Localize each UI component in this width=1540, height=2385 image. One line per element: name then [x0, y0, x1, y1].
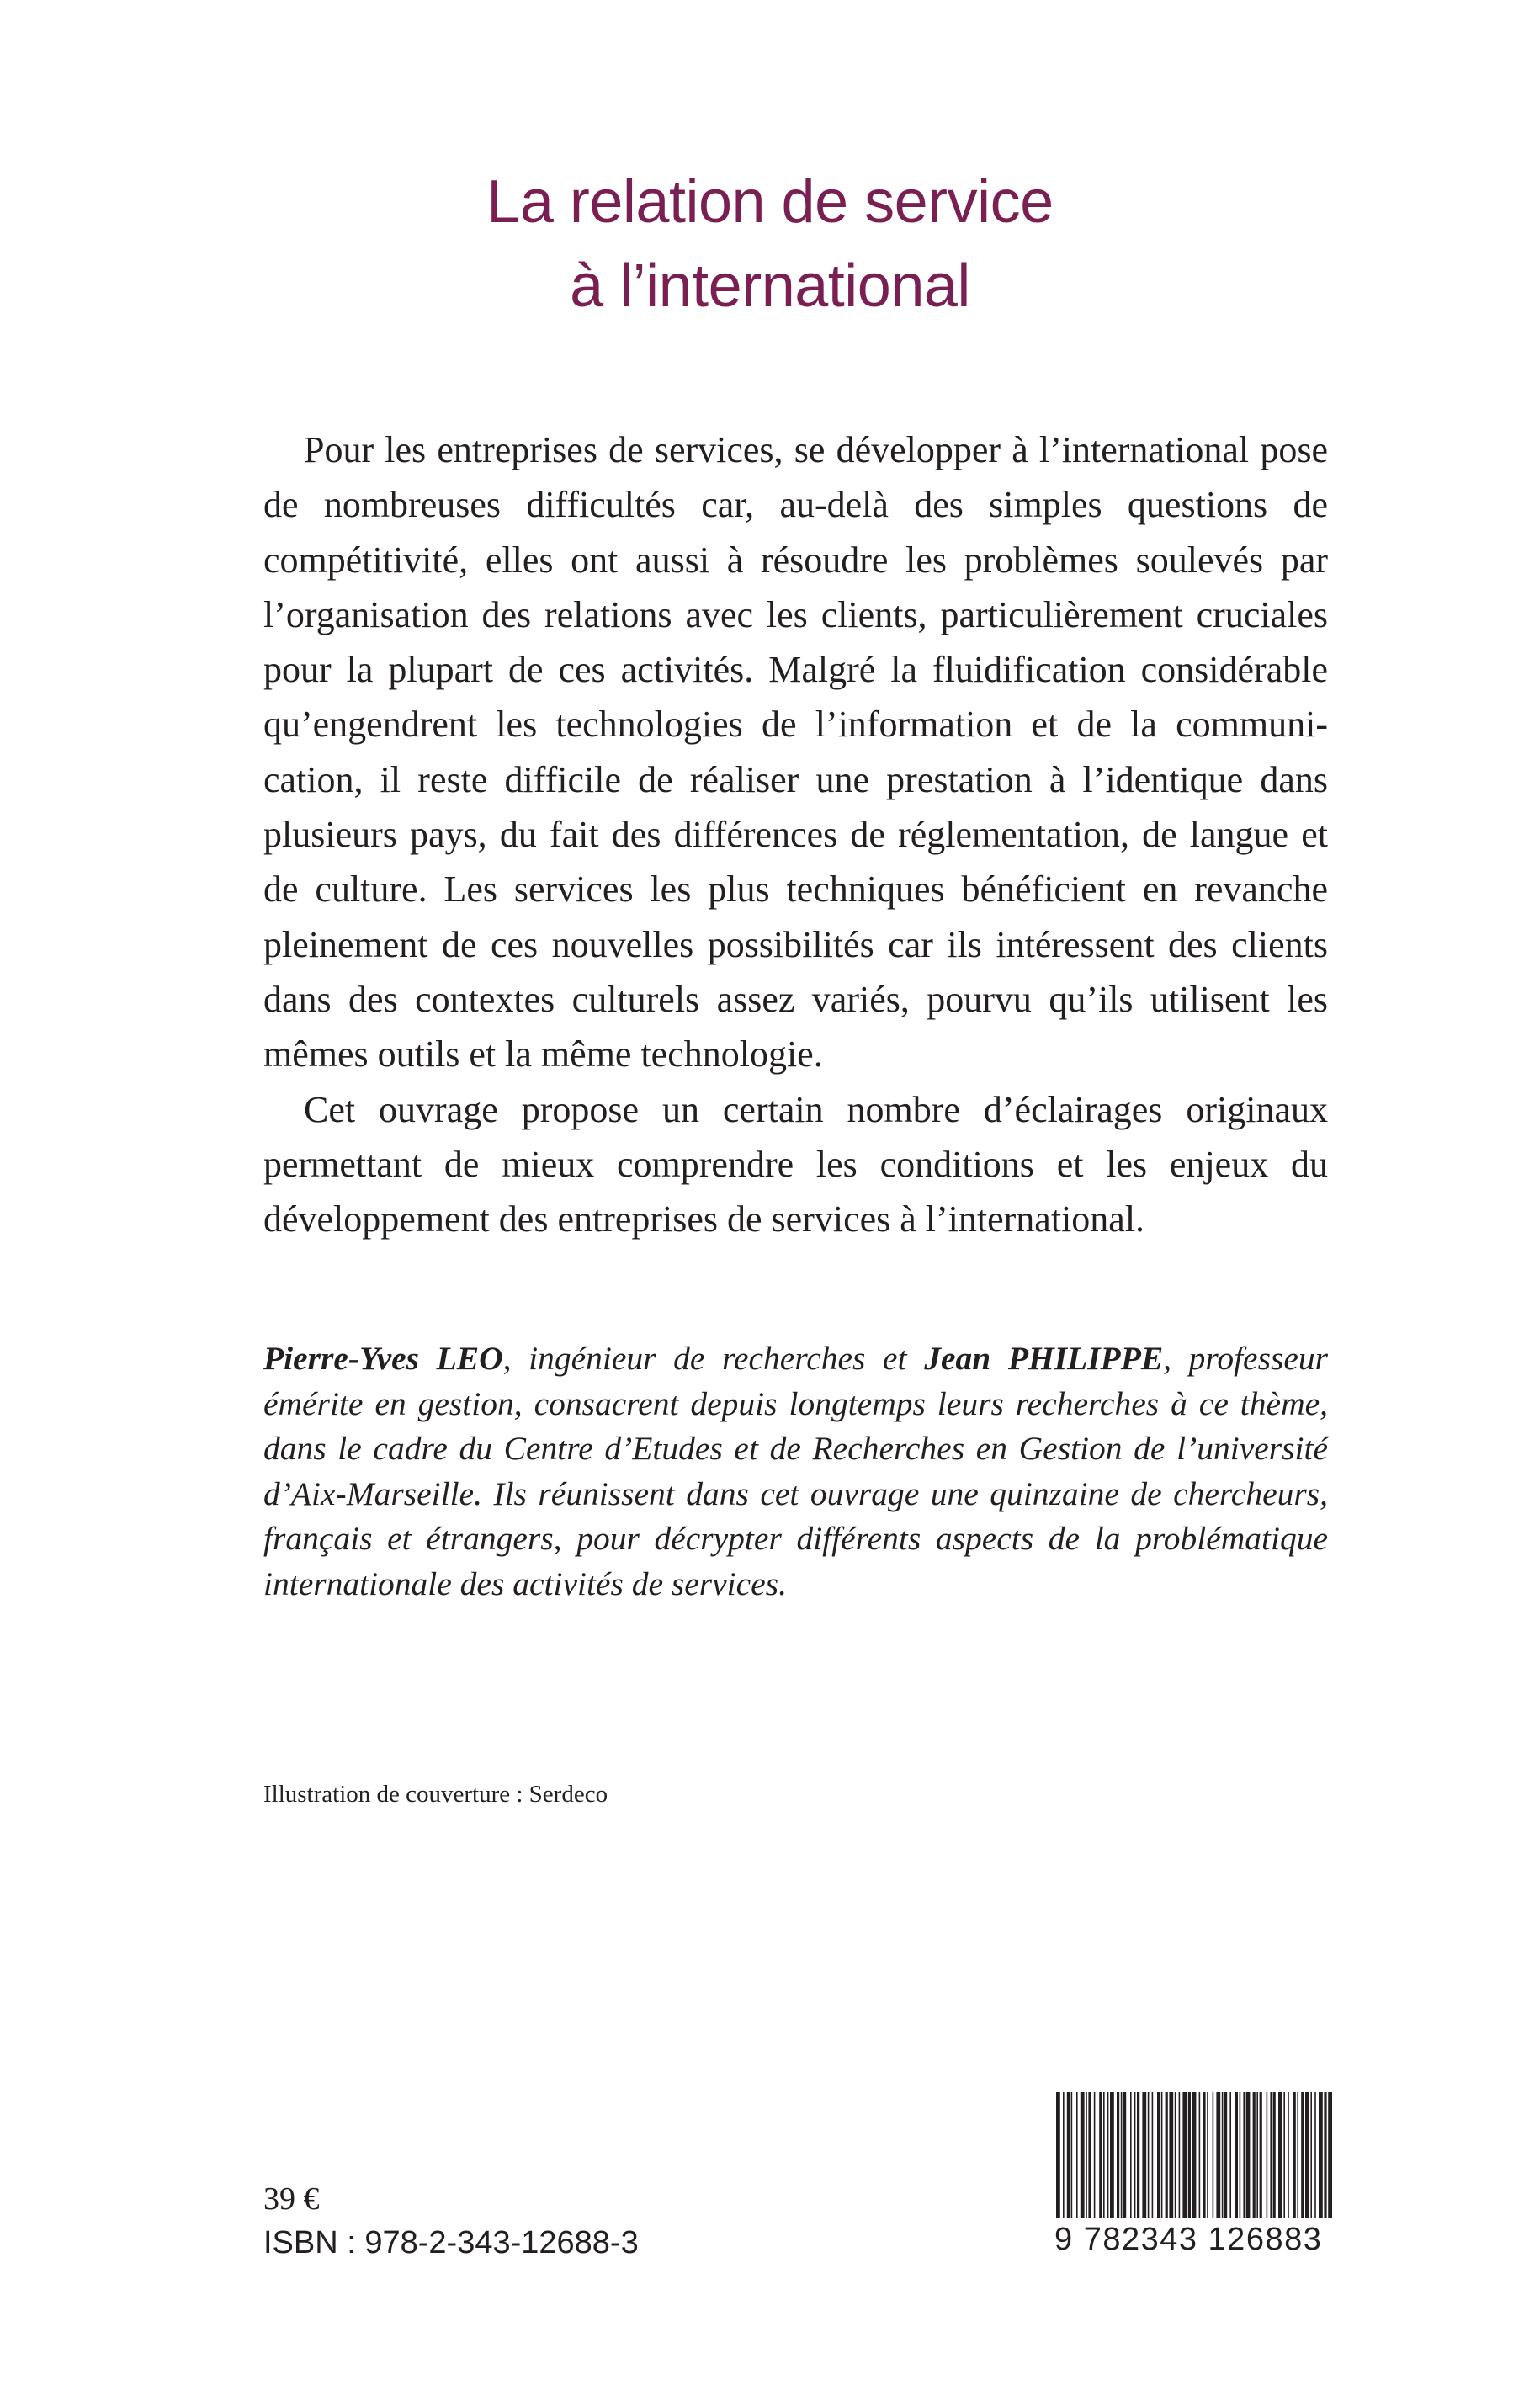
barcode-bar [1293, 2092, 1296, 2218]
barcode-bar [1121, 2092, 1123, 2218]
barcode-bar [1319, 2092, 1323, 2218]
title-line-2: à l’international [570, 252, 970, 320]
barcode-bar [1148, 2092, 1150, 2218]
barcode-bar [1260, 2092, 1262, 2218]
barcode-bar [1235, 2092, 1238, 2218]
barcode-bar [1166, 2092, 1168, 2218]
barcode-bar [1142, 2092, 1146, 2218]
book-title [0, 160, 1540, 328]
blurb-paragraph-1: Pour les entreprises de services, se développer à l’international pose de nombreuses difficultés car, au-delà des simples questions de compétitivité, elles ont aussi à résoudre les problèmes soulevés par l’organisation des relations avec les clients, particulièrement cruciales pour la plupart de ces activités. Malgré la fluidification considérable qu’engendrent les technologies de l’information et de la communication, il reste difficile de réaliser une prestation à l’identique dans plusieurs pays, du fait des différences de réglementation, de langue et de culture. Les services les plus techniques bénéficient en revanche pleinement de ces nouvelles possibilités car ils intéressent des clients dans des contextes culturels assez variés, pourvu qu’ils utilisent les mêmes outils et la même technologie. [263, 429, 1328, 1076]
barcode-bar [1103, 2092, 1105, 2218]
barcode-bar [1081, 2092, 1085, 2218]
barcode-bar [1243, 2092, 1245, 2218]
barcode-bar [1305, 2092, 1309, 2218]
barcode-bar [1117, 2092, 1119, 2218]
barcode-bar [1175, 2092, 1176, 2218]
barcode-bar [1253, 2092, 1256, 2218]
barcode-bar [1213, 2092, 1214, 2218]
title-line-1: La relation de service [486, 168, 1054, 236]
barcode-bar [1328, 2092, 1332, 2218]
barcode-bar [1094, 2092, 1096, 2218]
blurb-paragraph-2: Cet ouvrage propose un certain nombre d’éclairages originaux permettant de mieux comprendre les conditions et les enjeux du développement des entreprises de services à l’international. [263, 1088, 1328, 1240]
blurb [263, 422, 1328, 1246]
price: 39 € [263, 2181, 320, 2217]
author-bio-connector: , ingénieur de recherches et [502, 1340, 925, 1377]
barcode-bar [1123, 2092, 1126, 2218]
barcode-bar [1157, 2092, 1160, 2218]
barcode-bar [1216, 2092, 1220, 2218]
barcode-bar [1224, 2092, 1227, 2218]
illustration-credit: Illustration de couverture : Serdeco [263, 1781, 608, 1808]
barcode-bar [1207, 2092, 1208, 2218]
barcode-bar [1310, 2092, 1312, 2218]
barcode-bar [1134, 2092, 1136, 2218]
barcode-bar [1240, 2092, 1241, 2218]
barcode-bar [1324, 2092, 1326, 2218]
barcode-digits: 9 782343 126883 [1054, 2222, 1323, 2257]
barcode-bar [1088, 2092, 1091, 2218]
barcode-bar [1246, 2092, 1251, 2218]
barcode-bar [1099, 2092, 1102, 2218]
barcode-bar [1169, 2092, 1173, 2218]
barcode-bar [1270, 2092, 1272, 2218]
barcode-bar [1192, 2092, 1197, 2218]
barcode-bar [1110, 2092, 1114, 2218]
barcode-bar [1288, 2092, 1289, 2218]
barcode-bar [1203, 2092, 1205, 2218]
barcode-bar [1107, 2092, 1109, 2218]
barcode-bar [1188, 2092, 1191, 2218]
author-name-2: Jean PHILIPPE [924, 1340, 1164, 1377]
barcode-bar [1086, 2092, 1087, 2218]
barcode-bar [1076, 2092, 1078, 2218]
barcode-bar [1314, 2092, 1316, 2218]
barcode-bar [1301, 2092, 1304, 2218]
isbn: ISBN : 978-2-343-12688-3 [263, 2225, 639, 2260]
barcode-bar [1161, 2092, 1163, 2218]
barcode-bar [1056, 2092, 1060, 2218]
barcode-bar [1137, 2092, 1139, 2218]
barcode-bar [1152, 2092, 1154, 2218]
barcode-bar [1067, 2092, 1070, 2218]
author-bio-text: , professeur émérite en gestion, consacrent depuis longtemps leurs recherches à ce thème, dans le cadre du Centre d’Etudes et de Recherches en Gestion de l’université d’Aix-Marseille. Ils réunissent dans cet ouvrage une quinzaine de chercheurs, français et étrangers, pour décrypter différents aspects de la problématique internationale des activités de services. [263, 1340, 1328, 1602]
barcode-bar [1063, 2092, 1065, 2218]
barcode-bar [1229, 2092, 1231, 2218]
barcode-graphic [1054, 2092, 1332, 2218]
barcode-bar [1199, 2092, 1201, 2218]
author-name-1: Pierre-Yves LEO [263, 1340, 503, 1377]
barcode-bar [1273, 2092, 1276, 2218]
barcode-bar [1130, 2092, 1132, 2218]
barcode-bar [1278, 2092, 1282, 2218]
barcode-bar [1222, 2092, 1224, 2218]
barcode-bar [1297, 2092, 1298, 2218]
barcode-bar [1071, 2092, 1073, 2218]
barcode-bar [1283, 2092, 1285, 2218]
barcode-bar [1256, 2092, 1258, 2218]
barcode-bar [1267, 2092, 1268, 2218]
barcode-bar [1179, 2092, 1181, 2218]
author-bio [263, 1336, 1328, 1607]
barcode-bar [1182, 2092, 1187, 2218]
